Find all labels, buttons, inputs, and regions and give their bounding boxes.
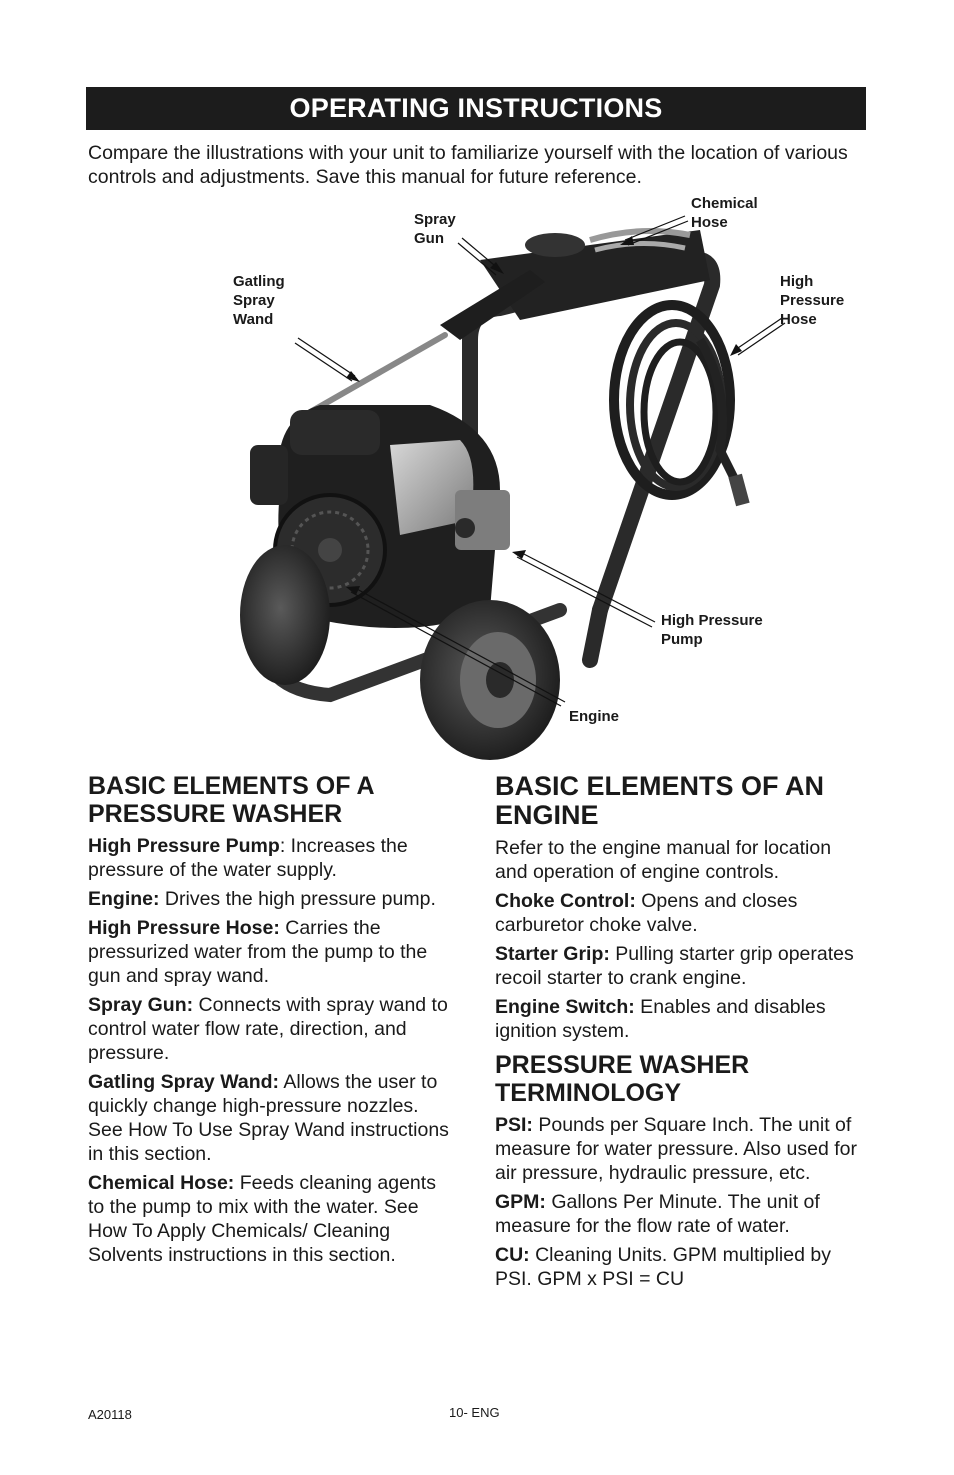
item-high-pressure-pump: High Pressure Pump: Increases the pressure of the water supply.: [88, 835, 408, 881]
callout-chemical-hose: Chemical Hose: [691, 195, 758, 231]
callout-engine: Engine: [569, 708, 620, 725]
item-engine-switch: Engine Switch: Enables and disables ignition system.: [495, 996, 826, 1042]
pressure-washer-illustration: [0, 190, 954, 760]
page-number: 10- ENG: [449, 1405, 500, 1420]
page-title: OPERATING INSTRUCTIONS: [86, 87, 866, 130]
item-chemical-hose: Chemical Hose: Feeds cleaning agents to the pump to mix with the water. See How To Apply Chemicals/ Cleaning Solvents instructions in this section.: [88, 1172, 436, 1266]
heading-basic-elements-washer: BASIC ELEMENTS OF A PRESSURE WASHER: [88, 772, 374, 828]
right-column: [495, 772, 863, 1296]
item-high-pressure-hose: High Pressure Hose: Carries the pressurized water from the pump to the gun and spray wand.: [88, 917, 428, 987]
callout-high-pressure-hose: High Pressure Hose: [780, 273, 845, 328]
term-psi: PSI: Pounds per Square Inch. The unit of measure for water pressure. Also used for air pressure, hydraulic pressure, etc.: [495, 1114, 857, 1184]
item-choke-control: Choke Control: Opens and closes carburetor choke valve.: [495, 890, 798, 936]
engine-intro: Refer to the engine manual for location and operation of engine controls.: [495, 837, 832, 883]
left-column: [88, 772, 450, 1272]
term-cu: CU: Cleaning Units. GPM multiplied by PSI. GPM x PSI = CU: [495, 1244, 831, 1290]
item-spray-gun: Spray Gun: Connects with spray wand to control water flow rate, direction, and pressure.: [88, 994, 448, 1064]
term-gpm: GPM: Gallons Per Minute. The unit of measure for the flow rate of water.: [495, 1191, 820, 1237]
callout-high-pressure-pump: High Pressure Pump: [661, 612, 763, 648]
intro-text: Compare the illustrations with your unit to familiarize yourself with the location of various controls and adjustments. Save this manual for future reference.: [88, 142, 848, 188]
callout-spray-gun: Spray Gun: [414, 211, 456, 247]
item-gatling-spray-wand: Gatling Spray Wand: Allows the user to quickly change high-pressure nozzles. See How To Use Spray Wand instructions in this section.: [88, 1071, 449, 1165]
heading-terminology: PRESSURE WASHER TERMINOLOGY: [495, 1051, 750, 1107]
callout-gatling-wand: Gatling Spray Wand: [233, 273, 285, 328]
heading-basic-elements-engine: BASIC ELEMENTS OF AN ENGINE: [495, 771, 825, 830]
item-engine: Engine: Drives the high pressure pump.: [88, 888, 436, 910]
document-code: A20118: [88, 1407, 132, 1422]
item-starter-grip: Starter Grip: Pulling starter grip operates recoil starter to crank engine.: [495, 943, 854, 989]
